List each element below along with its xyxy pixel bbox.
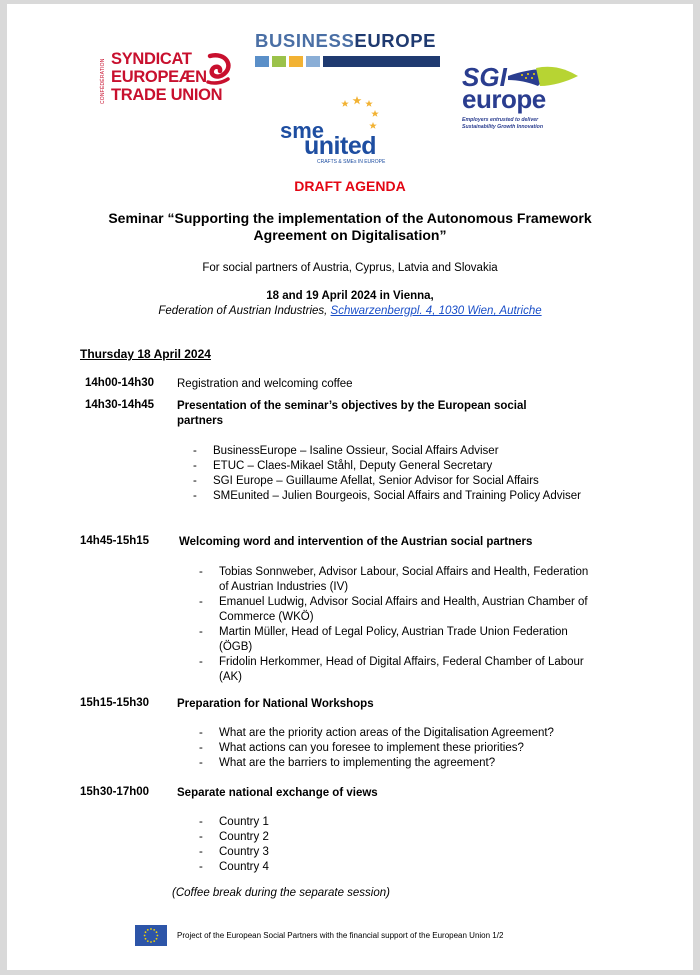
- etuc-swirl-icon: [204, 52, 234, 86]
- seminar-title-line-2: Agreement on Digitalisation”: [253, 227, 447, 243]
- businesseurope-part-1: BUSINESS: [255, 30, 355, 51]
- smeunited-word-2: united: [304, 132, 376, 160]
- speaker-list: [199, 565, 599, 685]
- list-item: - Country 2: [199, 830, 399, 845]
- session-time: 14h00-14h30: [85, 377, 155, 389]
- day-heading: Thursday 18 April 2024: [80, 347, 211, 361]
- businesseurope-color-bar: [255, 56, 440, 67]
- venue-prefix: Federation of Austrian Industries,: [158, 305, 331, 317]
- venue-line: [0, 305, 700, 317]
- session-title: Separate national exchange of views: [177, 787, 378, 799]
- sgi-tagline-1: Employers entrusted to deliver: [462, 117, 539, 123]
- session-title: Welcoming word and intervention of the Austrian social partners: [179, 536, 533, 548]
- session-title: Registration and welcoming coffee: [177, 378, 353, 390]
- eu-flag-icon: [135, 925, 167, 946]
- draft-agenda-label: DRAFT AGENDA: [294, 178, 406, 194]
- session-time: 14h30-14h45: [85, 399, 155, 411]
- coffee-break-note: (Coffee break during the separate session): [172, 887, 390, 899]
- list-item: - Country 4: [199, 860, 399, 875]
- list-item: - Martin Müller, Head of Legal Policy, Austrian Trade Union Federation (ÖGB): [199, 625, 599, 655]
- etuc-line-1: SYNDICAT: [111, 50, 192, 68]
- footer-text: Project of the European Social Partners with the financial support of the European Union 1/2: [177, 931, 504, 940]
- list-item: - SMEunited – Julien Bourgeois, Social Affairs and Training Policy Adviser: [193, 489, 593, 504]
- session-time: 14h45-15h15: [80, 535, 150, 547]
- session-title-line-1: Presentation of the seminar’s objectives by the European social: [177, 400, 527, 412]
- session-title-line-2: partners: [177, 415, 224, 427]
- list-item: - ETUC – Claes-Mikael Ståhl, Deputy General Secretary: [193, 459, 593, 474]
- sgi-europe-logo: [460, 62, 590, 142]
- sgi-word-1: SGI: [462, 62, 507, 92]
- etuc-line-2: EUROPEÆN: [111, 68, 207, 86]
- list-item: - Tobias Sonnweber, Advisor Labour, Social Affairs and Health, Federation of Austrian Industries (IV): [199, 565, 599, 595]
- list-item: - Fridolin Herkommer, Head of Digital Affairs, Federal Chamber of Labour (AK): [199, 655, 599, 685]
- list-item: - Emanuel Ludwig, Advisor Social Affairs and Health, Austrian Chamber of Commerce (WKÖ): [199, 595, 599, 625]
- session-time: 15h30-17h00: [80, 786, 150, 798]
- etuc-logo: [100, 50, 230, 112]
- businesseurope-part-2: EUROPE: [354, 30, 437, 51]
- list-item: - What actions can you foresee to implement these priorities?: [199, 741, 619, 756]
- question-list: [199, 726, 619, 771]
- list-item: - Country 1: [199, 815, 399, 830]
- session-title: [177, 399, 607, 429]
- country-list: [199, 815, 399, 875]
- smeunited-tagline: CRAFTS & SMEs IN EUROPE: [317, 159, 386, 165]
- stars-icon: [332, 94, 382, 134]
- list-item: - What are the priority action areas of the Digitalisation Agreement?: [199, 726, 619, 741]
- list-item: - What are the barriers to implementing the agreement?: [199, 756, 619, 771]
- seminar-title-line-1: Seminar “Supporting the implementation of the Autonomous Framework: [108, 210, 592, 226]
- list-item: - SGI Europe – Guillaume Afellat, Senior Advisor for Social Affairs: [193, 474, 593, 489]
- businesseurope-logo: [255, 30, 440, 70]
- smeunited-logo: [277, 94, 402, 170]
- list-item: - BusinessEurope – Isaline Ossieur, Social Affairs Adviser: [193, 444, 593, 459]
- etuc-side-text: CONFÉDÉRATION: [100, 58, 106, 104]
- audience-line: For social partners of Austria, Cyprus, Latvia and Slovakia: [202, 262, 498, 274]
- seminar-title: [80, 210, 620, 244]
- session-time: 15h15-15h30: [80, 697, 150, 709]
- session-title: Preparation for National Workshops: [177, 698, 374, 710]
- sgi-word-2: europe: [462, 84, 546, 114]
- speaker-list: [193, 444, 593, 504]
- list-item: - Country 3: [199, 845, 399, 860]
- sgi-tagline-2: Sustainability Growth Innovation: [462, 124, 543, 130]
- venue-address-link[interactable]: Schwarzenbergpl. 4, 1030 Wien, Autriche: [330, 305, 542, 317]
- seminar-dates: 18 and 19 April 2024 in Vienna,: [266, 290, 434, 302]
- etuc-line-3: TRADE UNION: [111, 86, 223, 104]
- smeunited-word-1: sme: [280, 118, 325, 143]
